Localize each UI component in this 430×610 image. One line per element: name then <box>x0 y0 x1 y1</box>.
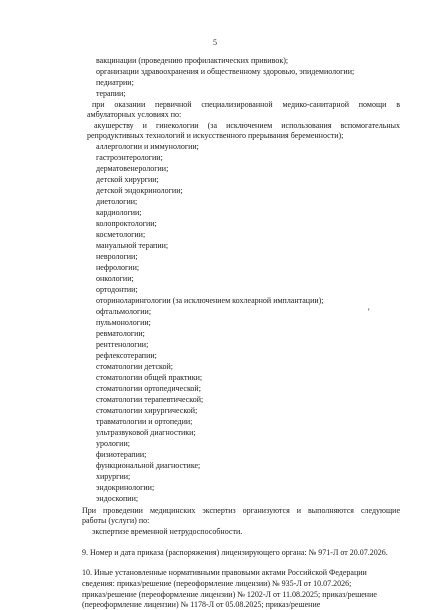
list-item: педиатрии; <box>96 78 134 87</box>
list-item: колопроктологии; <box>96 219 157 228</box>
list-item: кардиологии; <box>96 208 142 217</box>
list-item: ортодонтии; <box>96 285 138 294</box>
list-item: мануальной терапии; <box>96 241 169 250</box>
list-item: эндокринологии; <box>96 483 155 492</box>
item-9: 9. Номер и дата приказа (распоряжения) лицензирующего органа: № 971-Л от 20.07.2026. <box>82 548 388 557</box>
list-item: оториноларингологии (за исключением кохлеарной имплантации); <box>96 296 324 305</box>
list-item: ревматологии; <box>96 329 145 338</box>
list-item: детской хирургии; <box>96 175 159 184</box>
list-item: травматологии и ортопедии; <box>96 417 193 426</box>
list-item: стоматологии общей практики; <box>96 373 203 382</box>
list-item: нефрологии; <box>96 263 140 272</box>
list-item: пульмонологии; <box>96 318 151 327</box>
list-item: косметологии; <box>96 230 146 239</box>
list-item: экспертизе временной нетрудоспособности. <box>92 527 243 536</box>
item-10-line: сведения: приказ/решение (переоформление лицензии) № 935-Л от 10.07.2026; <box>82 579 352 588</box>
list-item: рентгенологии; <box>96 340 149 349</box>
list-item: неврологии; <box>96 252 138 261</box>
list-item: вакцинации (проведению профилактических прививок); <box>96 56 289 65</box>
list-item: эндоскопии; <box>96 494 139 503</box>
list-item: урологии; <box>96 439 130 448</box>
list-item: гастроэнтерологии; <box>96 153 163 162</box>
list-item: детской эндокринологии; <box>96 186 183 195</box>
list-item: стоматологии хирургической; <box>96 406 198 415</box>
list-item: стоматологии ортопедической; <box>96 384 201 393</box>
list-item: диетологии; <box>96 197 138 206</box>
list-item: стоматологии детской; <box>96 362 174 371</box>
paragraph-intro: при оказании первичной специализированной медико-санитарной помощи в <box>92 100 400 109</box>
list-item: функциональной диагностике; <box>96 461 201 470</box>
item-10-line: (переоформление лицензии) № 1178-Л от 05.08.2025; приказ/решение <box>82 600 321 609</box>
list-item: офтальмологии; <box>96 307 152 316</box>
paragraph-obstetrics-continued: репродуктивных технологий и искусственного прерывания беременности); <box>87 131 344 140</box>
paragraph-expertise-continued: работы (услуги) по: <box>82 516 150 525</box>
list-item: хирургии; <box>96 472 131 481</box>
list-item: организации здравоохранения и общественному здоровью, эпидемиологии; <box>96 67 355 76</box>
page-number: 5 <box>213 38 217 47</box>
list-item: аллергологии и иммунологии; <box>96 142 199 151</box>
list-item: дерматовенерологии; <box>96 164 169 173</box>
paragraph-obstetrics: акушерству и гинекологии (за исключением использования вспомогательных <box>94 121 400 130</box>
item-10-line: 10. Иные установленные нормативными правовыми актами Российской Федерации <box>82 568 367 577</box>
paragraph-expertise: При проведении медицинских экспертиз организуются и выполняются следующие <box>82 506 400 515</box>
paragraph-intro-continued: амбулаторных условиях по: <box>87 110 182 119</box>
list-item: физиотерапии; <box>96 450 147 459</box>
list-item: онкологии; <box>96 274 134 283</box>
list-item: стоматологии терапевтической; <box>96 395 204 404</box>
list-item: рефлексотерапии; <box>96 351 157 360</box>
item-10-line: приказ/решение (переоформление лицензии) № 1202-Л от 11.08.2025; приказ/решение <box>82 590 377 599</box>
stray-mark: ' <box>368 307 370 317</box>
list-item: терапии; <box>96 89 126 98</box>
list-item: ультразвуковой диагностики; <box>96 428 196 437</box>
